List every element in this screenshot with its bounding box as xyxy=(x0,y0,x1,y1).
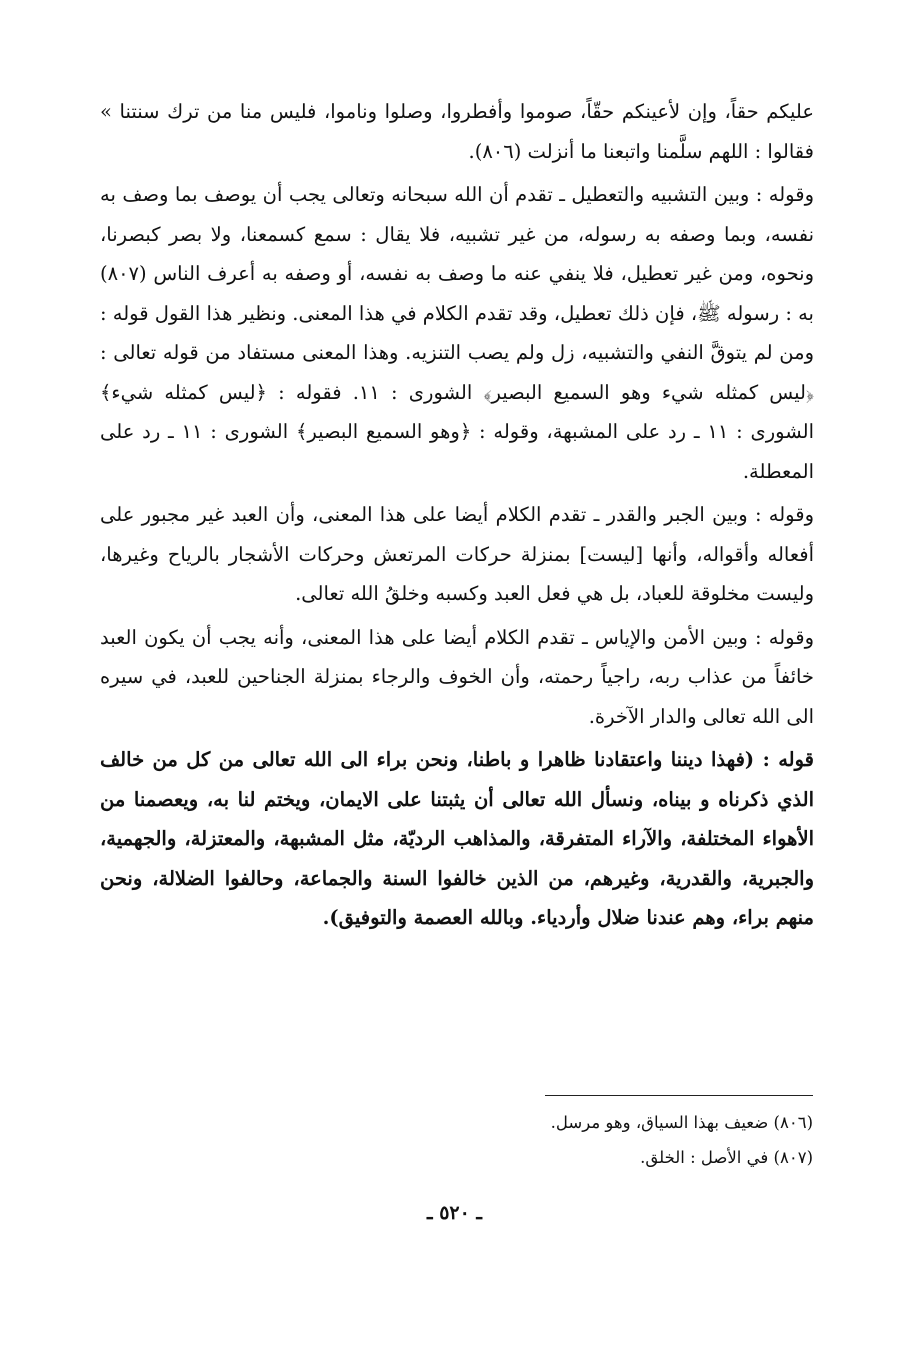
paragraph-continuation: عليكم حقاً، وإن لأعينكم حقّاً، صوموا وأفطروا، وصلوا وناموا، فليس منا من ترك سنتنا » فقالوا : اللهم سلَّمنا واتبعنا ما أنزلت (٨٠٦). xyxy=(100,100,814,163)
paragraph-quoted-text: قوله : (فهذا ديننا واعتقادنا ظاهرا و باطنا، ونحن براء الى الله تعالى من كل من خالف الذي ذكرناه و بيناه، ونسأل الله تعالى أن يثبتنا على الايمان، ويختم لنا به، ويعصمنا من الأهواء المختلفة، والآراء المتفرقة، والمذاهب الرديّة، مثل المشبهة، والمعتزلة، والجهمية، والجبرية، والقدرية، وغيرهم، من الذين خالفوا السنة والجماعة، وحالفوا الضلالة، ونحن منهم براء، وهم عندنا ضلال وأردياء. وبالله العصمة والتوفيق). xyxy=(100,748,814,929)
footnote-806: (٨٠٦) ضعيف بهذا السياق، وهو مرسل. xyxy=(550,1113,813,1132)
footnotes xyxy=(213,1105,813,1175)
body-text xyxy=(100,92,814,938)
paragraph-jabr-qadar: وقوله : وبين الجبر والقدر ـ تقدم الكلام أيضا على هذا المعنى، وأن العبد غير مجبور على أفعاله وأقواله، وأنها [ليست] بمنزلة حركات المرتعش وحركات الأشجار بالرياح وغيرها، وليست مخلوقة للعباد، بل هي فعل العبد وكسبه وخلقُ الله تعالى. xyxy=(100,503,814,605)
footnote-807: (٨٠٧) في الأصل : الخلق. xyxy=(640,1148,813,1167)
page-number: ـ ٥٢٠ ـ xyxy=(427,1202,482,1224)
paragraph-amn-iyas: وقوله : وبين الأمن والإياس ـ تقدم الكلام أيضا على هذا المعنى، وأنه يجب أن يكون العبد خائفاً من عذاب ربه، راجياً رحمته، وأن الخوف والرجاء بمنزلة الجناحين للعبد، في سيره الى الله تعالى والدار الآخرة. xyxy=(100,625,814,728)
footnote-divider xyxy=(545,1095,813,1096)
paragraph-tashbih-tatil: وقوله : وبين التشبيه والتعطيل ـ تقدم أن الله سبحانه وتعالى يجب أن يوصف بما وصف به نفسه، وبما وصفه به رسوله، من غير تشبيه، فلا يقال : سمع كسمعنا، ولا بصر كبصرنا، ونحوه، ومن غير تعطيل، فلا ينفي عنه ما وصف به نفسه، أو وصفه به أعرف الناس (٨٠٧) به : رسوله ﷺ، فإن ذلك تعطيل، وقد تقدم الكلام في هذا المعنى. ونظير هذا القول قوله : ومن لم يتوقَّ النفي والتشبيه، زل ولم يصب التنزيه. وهذا المعنى مستفاد من قوله تعالى : ﴿ليس كمثله شيء وهو السميع البصير﴾ الشورى : ١١. فقوله : ﴿ليس كمثله شيء﴾ الشورى : ١١ ـ رد على المشبهة، وقوله : ﴿وهو السميع البصير﴾ الشورى : ١١ ـ رد على المعطلة. xyxy=(100,183,814,483)
